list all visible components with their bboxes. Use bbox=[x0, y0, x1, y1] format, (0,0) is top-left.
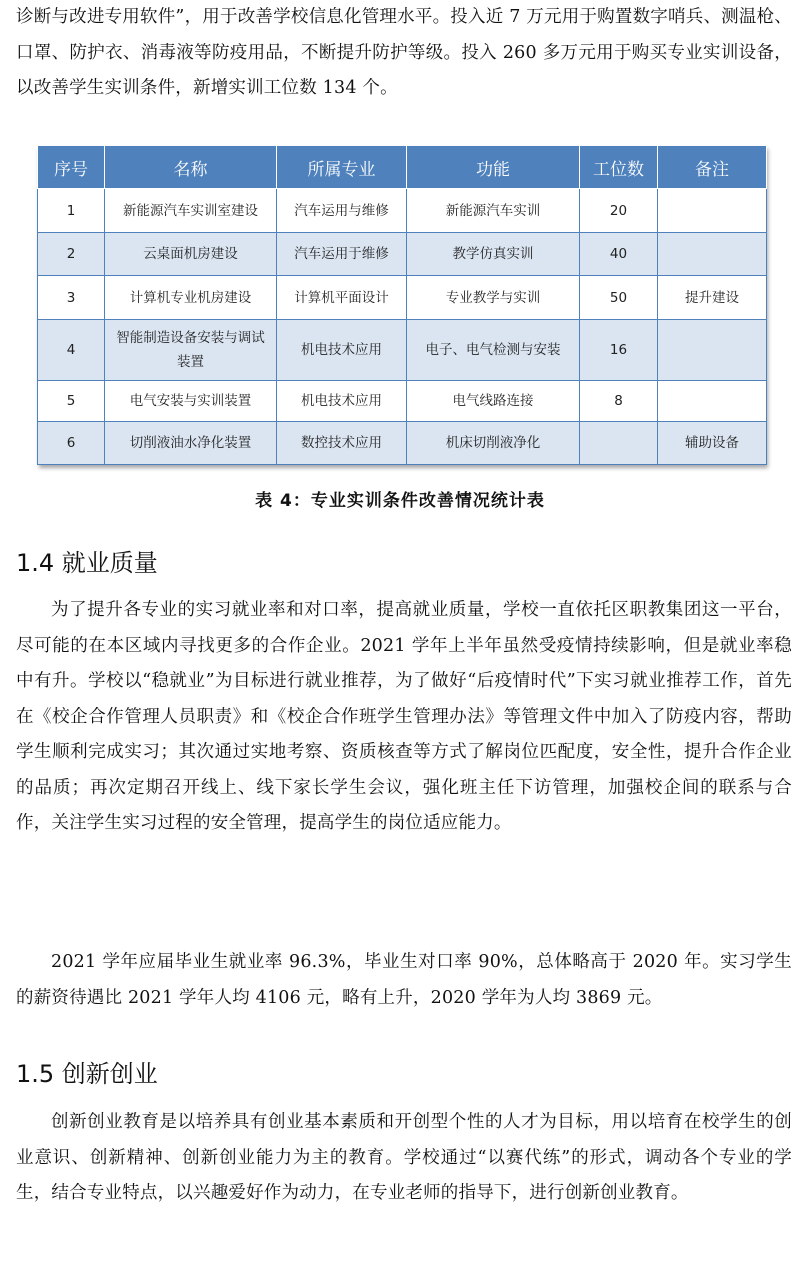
cell-stations: 20 bbox=[580, 189, 658, 233]
cell-function: 电子、电气检测与安装 bbox=[407, 320, 580, 381]
table-row bbox=[38, 381, 767, 422]
cell-name: 智能制造设备安装与调试装置 bbox=[105, 320, 277, 381]
header-stations: 工位数 bbox=[580, 146, 658, 189]
header-remarks: 备注 bbox=[658, 146, 767, 189]
table-caption: 表 4：专业实训条件改善情况统计表 bbox=[255, 491, 545, 511]
table-row bbox=[38, 320, 767, 381]
cell-remarks bbox=[658, 381, 767, 422]
innovation-paragraph: 创新创业教育是以培养具有创业基本素质和开创型个性的人才为目标，用以培育在校学生的创业意识、创新精神、创新创业能力为主的教育。学校通过“以赛代练”的形式，调动各个专业的学生，结合专业特点，以兴趣爱好作为动力，在专业老师的指导下，进行创新创业教育。 bbox=[16, 1112, 792, 1203]
cell-function: 电气线路连接 bbox=[407, 381, 580, 422]
cell-major: 计算机平面设计 bbox=[277, 276, 407, 320]
cell-function: 机床切削液净化 bbox=[407, 422, 580, 465]
cell-remarks: 辅助设备 bbox=[658, 422, 767, 465]
cell-index: 5 bbox=[38, 381, 105, 422]
cell-major: 机电技术应用 bbox=[277, 381, 407, 422]
cell-index: 2 bbox=[38, 233, 105, 276]
intro-paragraph: 诊断与改进专用软件”，用于改善学校信息化管理水平。投入近 7 万元用于购置数字哨兵、测温枪、口罩、防护衣、消毒液等防疫用品，不断提升防护等级。投入 260 多万元用于购买专业实训设备，以改善学生实训条件，新增实训工位数 134 个。 bbox=[16, 7, 792, 98]
cell-stations: 8 bbox=[580, 381, 658, 422]
cell-stations: 50 bbox=[580, 276, 658, 320]
cell-index: 6 bbox=[38, 422, 105, 465]
cell-major: 汽车运用与维修 bbox=[277, 189, 407, 233]
cell-remarks bbox=[658, 320, 767, 381]
cell-function: 教学仿真实训 bbox=[407, 233, 580, 276]
table-row bbox=[38, 276, 767, 320]
header-major: 所属专业 bbox=[277, 146, 407, 189]
header-name: 名称 bbox=[105, 146, 277, 189]
table-row bbox=[38, 233, 767, 276]
cell-major: 汽车运用于维修 bbox=[277, 233, 407, 276]
cell-index: 1 bbox=[38, 189, 105, 233]
cell-remarks: 提升建设 bbox=[658, 276, 767, 320]
cell-stations: 16 bbox=[580, 320, 658, 381]
cell-name: 计算机专业机房建设 bbox=[105, 276, 277, 320]
header-function: 功能 bbox=[407, 146, 580, 189]
table-header-row bbox=[38, 146, 767, 189]
cell-function: 专业教学与实训 bbox=[407, 276, 580, 320]
cell-remarks bbox=[658, 189, 767, 233]
cell-remarks bbox=[658, 233, 767, 276]
table-grid bbox=[37, 146, 767, 465]
table-row bbox=[38, 189, 767, 233]
cell-name: 云桌面机房建设 bbox=[105, 233, 277, 276]
employment-paragraph-2: 2021 学年应届毕业生就业率 96.3%，毕业生对口率 90%，总体略高于 2020 年。实习学生的薪资待遇比 2021 学年人均 4106 元，略有上升，2020 学年为人均 3869 元。 bbox=[16, 952, 792, 1008]
training-equipment-table bbox=[37, 146, 766, 465]
employment-paragraph-1: 为了提升各专业的实习就业率和对口率，提高就业质量，学校一直依托区职教集团这一平台，尽可能的在本区域内寻找更多的合作企业。2021 学年上半年虽然受疫情持续影响，但是就业率稳中有升。学校以“稳就业”为目标进行就业推荐，为了做好“后疫情时代”下实习就业推荐工作，首先在《校企合作管理人员职责》和《校企合作班学生管理办法》等管理文件中加入了防疫内容，帮助学生顺利完成实习；其次通过实地考察、资质核查等方式了解岗位匹配度，安全性，提升合作企业的品质；再次定期召开线上、线下家长学生会议，强化班主任下访管理，加强校企间的联系与合作，关注学生实习过程的安全管理，提高学生的岗位适应能力。 bbox=[16, 600, 792, 833]
cell-major: 机电技术应用 bbox=[277, 320, 407, 381]
cell-name: 新能源汽车实训室建设 bbox=[105, 189, 277, 233]
section-heading-innovation: 1.5 创新创业 bbox=[16, 1060, 158, 1088]
cell-name: 切削液油水净化装置 bbox=[105, 422, 277, 465]
cell-stations: 40 bbox=[580, 233, 658, 276]
cell-function: 新能源汽车实训 bbox=[407, 189, 580, 233]
cell-name: 电气安装与实训装置 bbox=[105, 381, 277, 422]
cell-stations bbox=[580, 422, 658, 465]
header-index: 序号 bbox=[38, 146, 105, 189]
cell-index: 3 bbox=[38, 276, 105, 320]
section-heading-employment: 1.4 就业质量 bbox=[16, 549, 158, 577]
cell-index: 4 bbox=[38, 320, 105, 381]
table-row bbox=[38, 422, 767, 465]
cell-major: 数控技术应用 bbox=[277, 422, 407, 465]
